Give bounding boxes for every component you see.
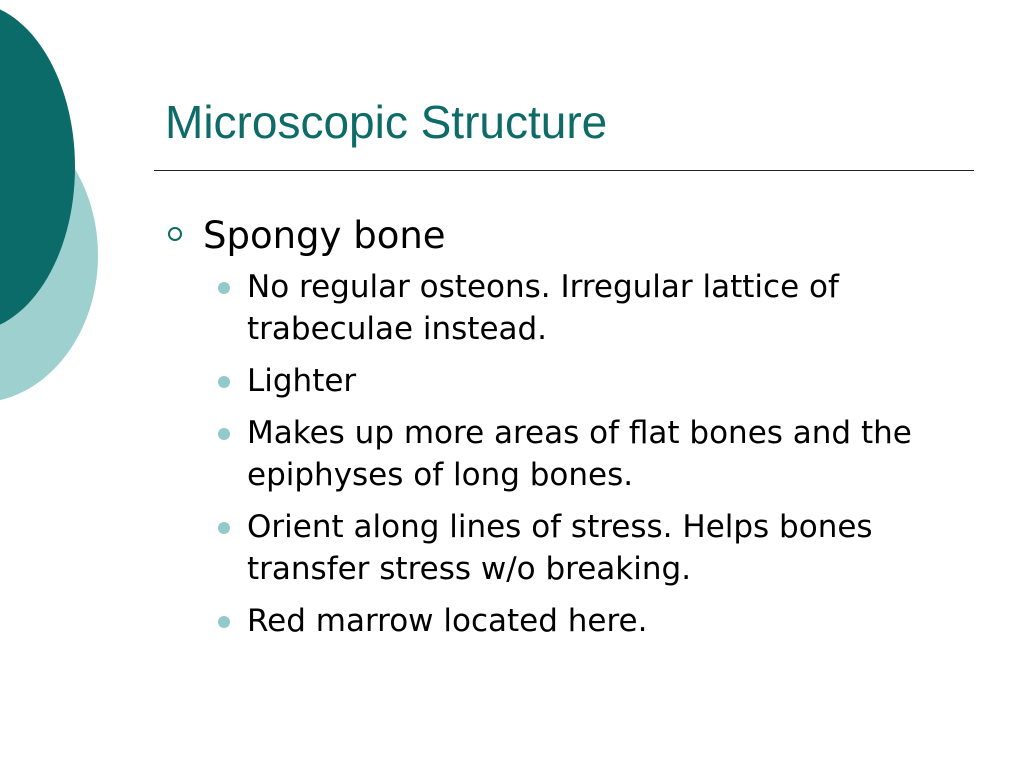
sub-bullet-item: [165, 600, 985, 642]
sub-bullet-text: Red marrow located here.: [247, 603, 648, 639]
sub-bullet-item: [165, 266, 985, 350]
hollow-circle-bullet-icon: [168, 227, 182, 241]
sub-bullet-text: Lighter: [247, 363, 357, 399]
sub-bullet-text: Makes up more areas of flat bones and the epiphyses of long bones.: [247, 415, 912, 493]
dot-bullet-icon: [218, 522, 230, 534]
dot-bullet-icon: [218, 428, 230, 440]
sub-bullet-text: Orient along lines of stress. Helps bones transfer stress w/o breaking.: [247, 509, 873, 587]
dot-bullet-icon: [218, 282, 230, 294]
sub-bullet-item: [165, 506, 985, 590]
dot-bullet-icon: [218, 376, 230, 388]
title-divider: [154, 170, 974, 171]
slide-title: Microscopic Structure: [165, 96, 608, 148]
slide-body: [165, 212, 985, 652]
sub-bullet-text: No regular osteons. Irregular lattice of trabeculae instead.: [247, 269, 839, 347]
sub-bullet-list: [165, 266, 985, 642]
bullet-spongy-bone: [165, 212, 985, 260]
dot-bullet-icon: [218, 616, 230, 628]
sub-bullet-item: [165, 360, 985, 402]
bullet-text: Spongy bone: [203, 214, 446, 257]
sub-bullet-item: [165, 412, 985, 496]
